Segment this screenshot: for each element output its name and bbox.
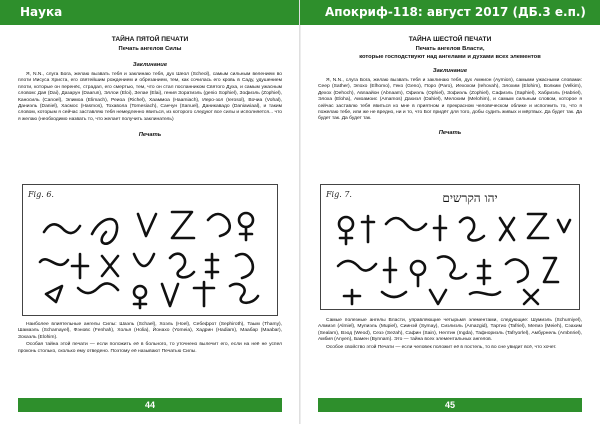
article-subtitle-line2: которые господствуют над ангелами и духами всех элементов [359,54,541,60]
seal-property: Особое свойство этой Печати — если человек положит её в постель, то во сне увидит всё, что хочет. [326,344,557,350]
article-title: ТАЙНА ШЕСТОЙ ПЕЧАТИ [408,36,492,43]
seal-description: Наиболее влиятельные ангелы Силы: Шаэль (Schael), Хоэль (Hoel), Себефрот (Sephiroth), Таым (Thamy), Шамаэль (Schamayel), Фэновс (Fenhah), Холья (Holia), Йонахо (Yomeia), Хадрин (Hadiam), Маабар (Maabar), Зохаэль (Elohim). [18,322,282,340]
seal-property: Особая тайна этой печати — если положить её в больного, то уточнено вылечит его, если на неё не успел проконь столько, сколько ему отведено. Поэтому её называют Печатью Силы. [18,342,282,354]
article-title: ТАЙНА ПЯТОЙ ПЕЧАТИ [111,36,189,43]
seal-illustration-fifth [22,184,278,316]
figure-label: Fig. 6. [28,190,54,199]
section-header-bar [0,0,300,25]
seal-heading: Печать [438,129,462,136]
page-number: 45 [444,400,455,410]
page-right [300,0,600,424]
hebrew-inscription: יהו הקרשים [442,191,498,205]
invocation-heading: Заклинание [132,62,168,68]
invocation-text: Я, N.N., слуга Бога, желаю вызвать тебя и заклинаю тебя, дух Амнион (Aymion), самыми ужасными словами: Сеер (Sather), Элохо (Elhomo), Геко (Geno), Поро (Paro), Иехохом (Iehovah), Элохим (Elohim), Волким (Velkim), Дехох (Dehoch), Авлаайон (Abnaam), Офиэль (Ophiel), Зофиэль (Zophiel), Сафиэль (Saphiel), Хабриэль (Habriel), Элоха (Eloha), Амоамоис (Amamos) Дахиэл (Dahiel), Мелохим (Melohim), и самым сильным словом, которое я сейчас заставлю тебя явиться ко мне в приятном и прекрасном человеческом облике и исполнить то, что я пожелаю тебе, или же не вредно, ни и то, что Бог придёт для того, добы судить живых и мёртвых. Да будет так. Да будет так. Да будет так. [318,78,582,122]
seal-illustration-sixth [320,184,580,310]
page-number-bar [318,398,582,412]
seal-heading: Печать [138,132,162,139]
invocation-text: Я, N.N., слуга Бога, желаю вызвать тебя и заклинаю тебя, дух Шеол (Scheol), самым сильным велением во плоти Иисуса Христа, его святейшим рождением и обрезанием, тем, как сочилась его кровь в Саду, удушением плоти, которые он перенёс, страдал, его смертью, тем, что он стал посланником Святого Духа, и самым ужасным словом: Дая (Dai), Дазарун (Daarun), Эллои (Eloi), Зелае (Elai), гения Зоратиэль (genio Sophiel), Зофиэль (Zophiel), Каносиль (Canoel), Элимоа (Elimach), Реиоа (Richel), Хааммоа (Haamiach), Иеро-зол (Ierosol), Вочиа (Vohal), Даниэль (Daniel), Хасмос (Hasmos), Тохавола (Tomesiach), Санчун (Sanuel), Даникавадо (Daniawiaal), и таким словом, которым я сейчас заставляю тебя немедленно явиться, из которого следуют все силы и исполняется... что я желаю (необходимо назвать то, что желает получить заклинатель) [18,72,282,122]
issue-title: Апокриф-118: август 2017 (ДБ.3 е.п.) [325,5,586,19]
issue-header-bar [300,0,600,25]
figure-label: Fig. 7. [326,190,352,199]
page-number-bar [18,398,282,412]
invocation-heading: Заклинание [432,68,468,74]
caption-body-right [318,318,582,351]
article-subtitle: Печать ангелов Силы [118,46,182,52]
article-body-left [18,36,282,139]
caption-body-left [18,322,282,355]
article-body-right [318,36,582,137]
article-subtitle-line1: Печать ангелов Власти, [415,46,485,52]
section-title: Наука [20,5,63,19]
page-number: 44 [144,400,155,410]
seal-description: Самые полезные ангелы Власти, управляющие четырьмя элементами, следующие: Шумиэль (Schumiyel), Алмиэл (Almiel), Мупиэль (Mupiel), Сиинэй (Symay), Сиэлиэль (Amazgid), Тартио (Tafriel), Мепиэ (Meieh), Сэахим (Sealam), Вэод (Weod), Сезэ (Sezah), Сафин (Sain), Нелтин (Ingda), Тафнориэль (Tafryorlel), Амбурнель (Ambnriel), Амбия (Anyen), Бамен (Bynnam). Это — тайна всех элементальных ангелов. [318,318,582,343]
